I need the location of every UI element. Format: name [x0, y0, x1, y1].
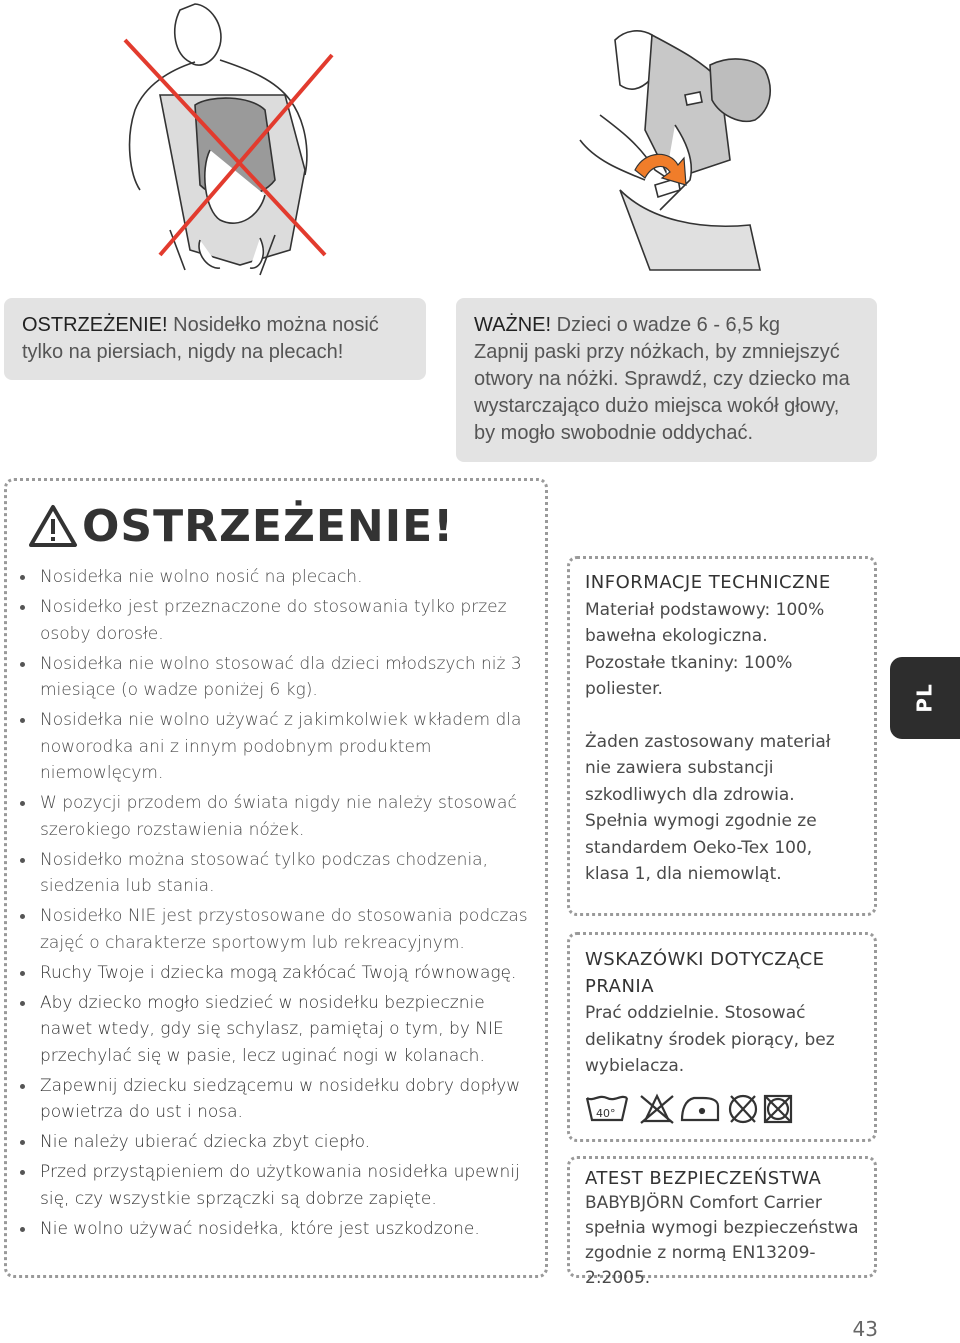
list-item: Nie należy ubierać dziecka zbyt ciepło.	[18, 1129, 533, 1156]
page-number: 43	[852, 1317, 878, 1341]
leg-strap-illustration	[560, 20, 840, 285]
tech-info-line: Żaden zastosowany materiał	[585, 731, 831, 752]
list-item: Aby dziecko mogło siedzieć w nosidełku bezpiecznie nawet wtedy, gdy się schylasz, pamiętaj o tym, by NIE przechylać się w pasie, lecz uginać nogi w kolanach.	[18, 990, 533, 1070]
list-item: Przed przystąpieniem do użytkowania nosidełka upewnij się, czy wszystkie sprzączki są dobrze zapięte.	[18, 1159, 533, 1212]
tech-info-line: Materiał podstawowy: 100%	[585, 599, 825, 620]
warning-lead: OSTRZEŻENIE!	[22, 314, 168, 336]
safety-line: spełnia wymogi bezpieczeństwa	[585, 1218, 859, 1238]
iron-low-icon	[682, 1098, 718, 1120]
warning-section-title	[28, 496, 454, 556]
safety-line: zgodnie z normą EN13209-2:2005.	[585, 1243, 816, 1288]
list-item: Nosidełko jest przeznaczone do stosowania tylko przez osoby dorosłe.	[18, 594, 533, 647]
warning-text-line1: Nosidełko można nosić	[167, 314, 379, 336]
tech-info-line: Spełnia wymogi zgodnie ze	[585, 811, 817, 831]
important-line5: by mogło swobodnie oddychać.	[474, 422, 754, 444]
tech-info-line: standardem Oeko-Tex 100,	[585, 837, 813, 858]
no-tumble-dry-icon	[765, 1096, 791, 1122]
no-dry-clean-icon	[730, 1096, 756, 1122]
list-item: Nosidełka nie wolno nosić na plecach.	[18, 564, 533, 591]
tech-info-line: poliester.	[585, 679, 663, 699]
tech-info-line: bawełna ekologiczna.	[585, 626, 768, 646]
wash-temp-label: 40°	[596, 1107, 616, 1120]
back-carry-illustration	[100, 0, 370, 285]
washing-heading-line1: WSKAZÓWKI DOTYCZĄCE	[585, 949, 825, 970]
safety-info	[585, 1166, 875, 1291]
important-line2: Zapnij paski przy nóżkach, by zmniejszyć	[474, 341, 840, 363]
tech-info-heading: INFORMACJE TECHNICZNE	[585, 572, 831, 593]
tech-info-line: szkodliwych dla zdrowia.	[585, 784, 795, 805]
safety-heading: ATEST BEZPIECZEŃSTWA	[585, 1168, 822, 1189]
important-lead: WAŻNE!	[474, 314, 552, 336]
important-box	[456, 298, 877, 462]
list-item: Nosidełko można stosować tylko podczas chodzenia, siedzenia lub stania.	[18, 847, 533, 900]
list-item: Ruchy Twoje i dziecka mogą zakłócać Twoją równowagę.	[18, 960, 533, 987]
list-item: Nosidełka nie wolno stosować dla dzieci młodszych niż 3 miesiące (o wadze poniżej 6 kg).	[18, 651, 533, 704]
warning-triangle-icon	[28, 503, 78, 549]
list-item: Nosidełko NIE jest przystosowane do stosowania podczas zajęć o charakterze sportowym lub rekreacyjnym.	[18, 903, 533, 956]
washing-line: Prać oddzielnie. Stosować	[585, 1003, 806, 1023]
tech-info	[585, 570, 875, 888]
warning-list	[18, 564, 533, 1246]
washing-heading-line2: PRANIA	[585, 975, 655, 997]
important-line3: otwory na nóżki. Sprawdź, czy dziecko ma	[474, 368, 850, 390]
list-item: Nie wolno używać nosidełka, które jest uszkodzone.	[18, 1216, 533, 1243]
care-symbols	[585, 1092, 795, 1126]
list-item: Zapewnij dziecku siedzącemu w nosidełku dobry dopływ powietrza do ust i nosa.	[18, 1073, 533, 1126]
language-tab-label: PL	[913, 683, 937, 713]
warning-text-line2: tylko na piersiach, nigdy na plecach!	[22, 341, 344, 363]
language-tab	[890, 657, 960, 739]
washing-line: delikatny środek piorący, bez	[585, 1029, 835, 1050]
list-item: Nosidełka nie wolno używać z jakimkolwiek wkładem dla noworodka ani z innym podobnym produktem niemowlęcym.	[18, 707, 533, 787]
important-line4: wystarczająco dużo miejsca wokół głowy,	[474, 395, 840, 417]
tech-info-line: klasa 1, dla niemowląt.	[585, 864, 782, 884]
washing-line: wybielacza.	[585, 1056, 685, 1076]
washing-info	[585, 947, 875, 1080]
no-bleach-icon	[641, 1096, 673, 1123]
safety-line: BABYBJÖRN Comfort Carrier	[585, 1193, 822, 1213]
important-line1: Dzieci o wadze 6 - 6,5 kg	[551, 314, 781, 336]
warning-title-text: OSTRZEŻENIE!	[82, 500, 455, 552]
back-carry-warning-box	[4, 298, 426, 380]
tech-info-line: Pozostałe tkaniny: 100%	[585, 652, 793, 673]
list-item: W pozycji przodem do świata nigdy nie należy stosować szerokiego rozstawienia nóżek.	[18, 790, 533, 843]
tech-info-line: nie zawiera substancji	[585, 758, 774, 778]
